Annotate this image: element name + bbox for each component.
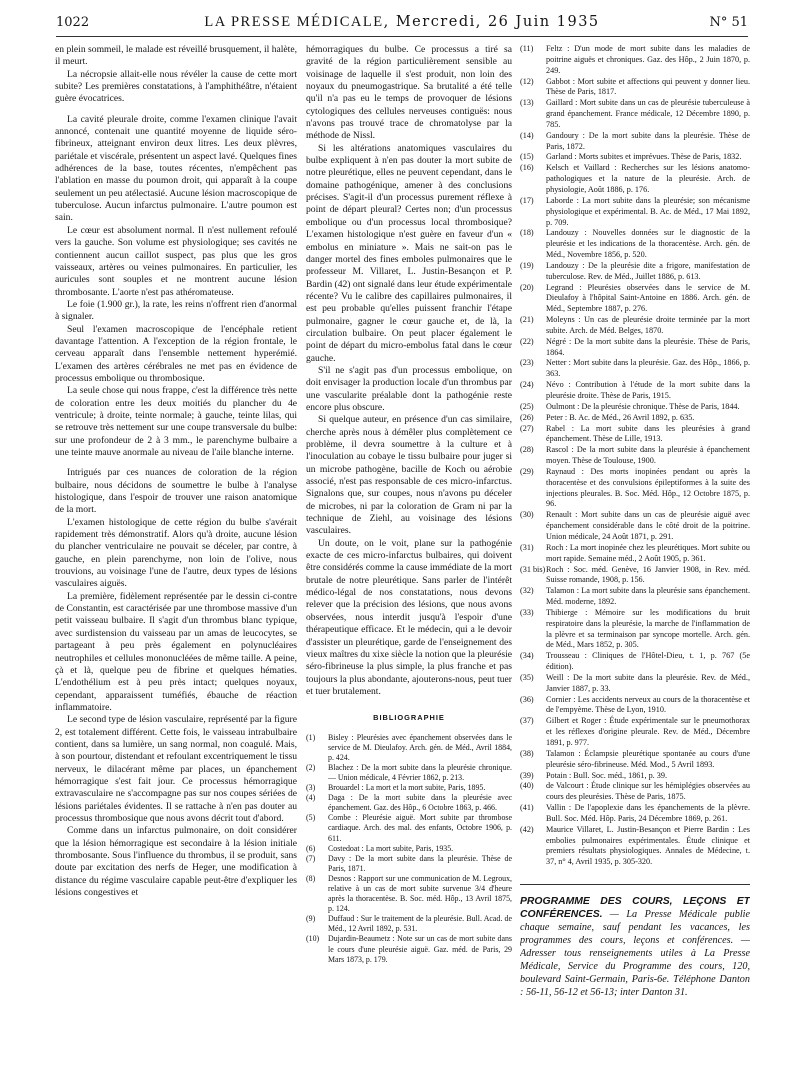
bibliography-list (306, 733, 512, 965)
programme-notice (520, 895, 750, 999)
bibliography-entry (520, 315, 750, 337)
reference-number: (3) (306, 783, 316, 793)
reference-text: Vallin : De l'apoplexie dans les épanchements de la plèvre. Bull. Soc. Méd. Hôp. Paris, 24 Décembre 1869, p. 261. (546, 803, 750, 823)
paragraph: Le foie (1.900 gr.), la rate, les reins n'offrent rien d'anormal à signaler. (55, 298, 297, 323)
bibliography-entry (306, 914, 512, 934)
reference-text: Legrand : Pleurésies observées dans le service de M. Dieulafoy à l'hôpital Saint-Antoine en 1886. Arch. gén. de Méd., Septembre 1887, p. 276. (546, 282, 750, 314)
reference-number: (23) (520, 358, 534, 368)
reference-number: (21) (520, 315, 534, 325)
reference-number: (42) (520, 824, 534, 834)
bibliography-entry (520, 44, 750, 77)
bibliography-heading: BIBLIOGRAPHIE (373, 713, 445, 723)
reference-number: (33) (520, 607, 534, 617)
bibliography-entry (520, 749, 750, 771)
reference-text: Renault : Mort subite dans un cas de pleurésie aiguë avec épanchement considérable dans le côté droit de la poitrine. Union médicale, 24 Août 1871, p. 291. (546, 510, 750, 541)
reference-text: Trousseau : Cliniques de l'Hôtel-Dieu, t. 1, p. 767 (5e édition). (546, 651, 750, 672)
reference-number: (39) (520, 770, 534, 780)
reference-number: (32) (520, 586, 534, 596)
bibliography-entry (520, 358, 750, 380)
paragraph: Le second type de lésion vasculaire, représenté par la figure 2, est totalement différent. Cette fois, le vaisseau intrabulbaire contient, dans sa lumière, un sang normal, non coagulé. Mais, à son pourtour, distendant et refoulant excentriquement le tissu nerveux, le dilacérant même par places, un épanchement hémorragique s'est fait jour. Ce processus hémorragique extravasculaire ne s'accompagne pas sur nos coupes sériées de lésions pariétales évidentes. Il se rattache à n'en pas douter au processus thrombosique que nous avons décrit tout d'abord. (55, 714, 297, 824)
reference-number: (8) (306, 873, 316, 883)
reference-text: Feltz : D'un mode de mort subite dans les maladies de poitrine aiguës et chroniques. Gaz. des Hôp., 2 Juin 1870, p. 249. (546, 44, 750, 75)
paragraph: hémorragiques du bulbe. Ce processus a tiré sa gravité de la région particulièrement sensible au voisinage de laquelle il s'est produit, non loin des noyaux du pneumogastrique. Sa brutalité a été telle qu'il n'a pas eu le temps de provoquer de lésions cytologiques des cellules nerveuses contiguës: nous n'avons pas trouvé trace de chromatolyse par la méthode de Nissl. (306, 44, 512, 142)
reference-number: (17) (520, 195, 534, 205)
paragraph: La nécropsie allait-elle nous révéler la cause de cette mort subite? Les premières constatations, à l'amphithéâtre, n'étaient guère évocatrices. (55, 68, 297, 105)
bibliography-entry (520, 337, 750, 359)
bibliography-entry (520, 283, 750, 316)
reference-text: Combe : Pleurésie aiguë. Mort subite par thrombose cardiaque. Arch. des mal. des enfants, Octobre 1906, p. 611. (328, 813, 512, 843)
reference-text: Oulmont : De la pleurésie chronique. Thèse de Paris, 1844. (546, 401, 740, 411)
bibliography-entry (520, 380, 750, 402)
reference-text: Davy : De la mort subite dans la pleurésie. Thèse de Paris, 1871. (328, 853, 512, 873)
bibliography-entry (306, 783, 512, 793)
reference-number: (38) (520, 748, 534, 758)
bibliography-entry (520, 467, 750, 510)
reference-text: Blachez : De la mort subite dans la pleurésie chronique. — Union médicale, 4 Février 1862, p. 213. (328, 762, 512, 782)
reference-text: Roch : Soc. méd. Genève, 16 Janvier 1908, in Rev. méd. Suisse romande, 1908, p. 156. (546, 564, 750, 585)
reference-text: de Valcourt : Étude clinique sur les hémiplégies observées au cours des pleurésies. Thèse de Paris, 1875. (546, 781, 750, 802)
bibliography-entry (306, 733, 512, 763)
bibliography-entry (520, 586, 750, 608)
reference-number: (13) (520, 98, 534, 108)
programme-text: — La Presse Médicale publie chaque semaine, sauf pendant les vacances, les programmes des cours, leçons et conférences. — Adresser tous renseignements utiles à La Presse Médicale, Service du Programme des cours, 120, boulevard Saint-Germain, Paris-6e. Téléphone Danton : 56-11, 56-12 et 56-13; inter Danton 31. (520, 909, 750, 999)
paragraph: Le cœur est absolument normal. Il n'est nullement refoulé vers la gauche. Son volume est physiologique; ses cavités ne contiennent aucun caillot suspect, pas plus que les gros vaisseaux, artères ou veines pulmonaires. En particulier, les auricules sont souples et ne montrent aucune lésion thrombosante. L'aorte n'est pas athéromateuse. (55, 224, 297, 298)
reference-text: Gandoury : De la mort subite dans la pleurésie. Thèse de Paris, 1872. (546, 130, 750, 151)
article-column-2 (306, 44, 512, 1074)
reference-text: Cornier : Les accidents nerveux au cours de la thoracentèse et de l'empyème. Thèse de Lyon, 1910. (546, 694, 750, 715)
reference-number: (20) (520, 282, 534, 292)
bibliography-entry (520, 413, 750, 424)
reference-number: (10) (306, 934, 320, 944)
reference-text: Netter : Mort subite dans la pleurésie. Gaz. des Hôp., 1866, p. 363. (546, 358, 750, 379)
reference-number: (31) (520, 542, 534, 552)
reference-number: (26) (520, 412, 534, 422)
reference-number: (34) (520, 651, 534, 661)
bibliography-entry (520, 543, 750, 565)
issue-number: N° 51 (709, 15, 748, 30)
reference-number: (22) (520, 336, 534, 346)
reference-text: Garland : Morts subites et imprévues. Thèse de Paris, 1832. (546, 152, 742, 162)
reference-text: Raynaud : Des morts inopinées pendant ou après la thoracentèse et des convulsions épileptiformes à la suite des injections pleurales. B. Soc. Méd. Hôp., 12 Octobre 1875, p. 96. (546, 466, 750, 509)
reference-number: (25) (520, 401, 534, 411)
reference-number: (12) (520, 76, 534, 86)
paragraph: L'examen histologique de cette région du bulbe s'avérait rapidement très démonstratif. Alors qu'à droite, aucune lésion du plancher ventriculaire ne pouvait se déceler, par contre, à gauche, en plein parenchyme, non loin de l'olive, nous trouvions, au voisinage l'une de l'autre, deux types de lésions vasculaires aiguës. (55, 516, 297, 590)
reference-text: Moleyns : Un cas de pleurésie droite terminée par la mort subite. Arch. de Méd. Belges, 1870. (546, 315, 750, 335)
bibliography-entry (520, 152, 750, 163)
reference-text: Maurice Villaret, L. Justin-Besançon et Pierre Bardin : Les embolies pulmonaires expérimentales. Étude clinique et premiers résultats physiologiques. Annales de Médecine, t. 37, n° 4, Avril 1935, p. 305-320. (546, 824, 750, 867)
paragraph: La cavité pleurale droite, comme l'examen clinique l'avait annoncé, contenait une quantité moyenne de liquide séro-fibrineux, atteignant environ deux litres. Les deux plèvres, pariétale et viscérale, présentent un aspect lavé. Quelques fines adhérences de la base, toutes récentes, n'empêchent pas l'ablation en masse du poumon droit, qui apparaît à la coupe seulement un peu atélectasié. Aucune lésion macroscopique de tuberculose. Aucun infarctus pulmonaire. L'autre poumon est sain. (55, 113, 297, 224)
reference-number: (11) (520, 44, 534, 53)
bibliography-list (520, 44, 750, 868)
paragraph: Intrigués par ces nuances de coloration de la région bulbaire, nous décidons de soumettre le bulbe à l'analyse histologique, dans l'espoir de trouver une raison anatomique de la mort. (55, 467, 297, 516)
reference-text: Duffaud : Sur le traitement de la pleurésie. Bull. Acad. de Méd., 12 Avril 1892, p. 531. (328, 914, 512, 934)
reference-text: Négré : De la mort subite dans la pleurésie. Thèse de Paris, 1864. (546, 336, 750, 357)
reference-number: (7) (306, 853, 316, 863)
bibliography-entry (520, 261, 750, 283)
bibliography-entry (306, 763, 512, 783)
paragraph: Un doute, on le voit, plane sur la pathogénie exacte de ces micro-infarctus bulbaires, qui doivent être considérés comme la cause immédiate de la mort brutale de notre pleurétique. Sans parler de l'intérêt médico-légal de nos constatations, nous devons relever que la précision des lésions, que nous avons observées, nous interdit jusqu'à l'espoir d'une thérapeutique efficace. Et le médecin, qui a le devoir d'assister un pleurétique, garde de l'enseignement des vieux maîtres du xixe siècle la notion que la pleurésie séro-fibrineuse la plus simple, la plus franche et pas toujours la plus abondante, ajouterons-nous, peut tuer et tuer brutalement. (306, 537, 512, 697)
bibliography-entry (306, 934, 512, 964)
paragraph: S'il ne s'agit pas d'un processus embolique, on doit envisager la production locale d'un thrombus par une vascularite préalable dont la pathogénie reste encore plus obscure. (306, 364, 512, 413)
page-number: 1022 (56, 15, 90, 30)
reference-text: Kelsch et Vaillard : Recherches sur les lésions anatomo-pathologiques et la nature de la pleurésie. Arch. de physiologie, Août 1886, p. 176. (546, 163, 750, 194)
reference-text: Landouzy : De la pleurésie dite a frigore, manifestation de tuberculose. Rev. de Méd., Juillet 1886, p. 613. (546, 260, 750, 281)
reference-text: Gaillard : Mort subite dans un cas de pleurésie tuberculeuse à grand épanchement. France médicale, 12 Décembre 1890, p. 785. (546, 98, 750, 129)
reference-number: (37) (520, 716, 534, 726)
reference-number: (15) (520, 152, 534, 162)
bibliography-entry (520, 98, 750, 131)
reference-text: Laborde : La mort subite dans la pleurésie; son mécanisme physiologique et expérimental. B. Ac. de Méd., 17 Mai 1892, p. 709. (546, 195, 750, 227)
reference-text: Gilbert et Roger : Étude expérimentale sur le pneumothorax et les réflexes d'origine pleurale. Rev. de Méd., Décembre 1891, p. 977. (546, 716, 750, 747)
bibliography-entry (306, 793, 512, 813)
bibliography-entry (520, 695, 750, 717)
reference-number: (14) (520, 130, 534, 140)
reference-number: (35) (520, 672, 534, 682)
page-header (56, 14, 748, 37)
reference-text: Brouardel : La mort et la mort subite, Paris, 1895. (328, 783, 486, 793)
programme-title: PROGRAMME DES COURS, LEÇONS ET CONFÉRENCES. (520, 896, 750, 921)
reference-text: Thibierge : Mémoire sur les modifications du bruit respiratoire dans la pleurésie, la marche de l'inflammation de la plèvre et sa terminaison par syncope mortelle. Arch. gén. de Méd., Mars 1852, p. 305. (546, 607, 750, 650)
bibliography-entry (520, 228, 750, 261)
publication-name: LA PRESSE MÉDICALE (204, 14, 384, 30)
reference-number: (9) (306, 914, 316, 924)
reference-number: (16) (520, 163, 534, 173)
bibliography-entry (306, 844, 512, 854)
article-column-3 (520, 44, 750, 1074)
bibliography-entry (520, 424, 750, 446)
bibliography-entry (520, 131, 750, 153)
reference-number: (36) (520, 694, 534, 704)
paragraph: La seule chose qui nous frappe, c'est la différence très nette de coloration entre les deux moitiés du plancher du 4e ventricule; à droite, teinte normale; à gauche, teinte lilas, qui se retrouve très nettement sur une coupe transversale du bulbe: sur une profondeur de 2 à 3 mm., le parenchyme bulbaire a une teinte mauve anormale au niveau de l'aile blanche interne. (55, 385, 297, 458)
bibliography-entry (520, 510, 750, 543)
reference-text: Bisley : Pleurésies avec épanchement observées dans le service de M. Dieulafoy. Arch. gén. de Méd., Avril 1884, p. 424. (328, 732, 512, 762)
reference-text: Daga : De la mort subite dans la pleurésie avec épanchement. Gaz. des Hôp., 6 Octobre 1863, p. 466. (328, 793, 512, 813)
reference-number: (5) (306, 813, 316, 823)
reference-number: (24) (520, 380, 534, 390)
paragraph: Comme dans un infarctus pulmonaire, on doit considérer que la lésion hémorragique est secondaire à la lésion initiale thrombosante. Sous l'influence du thrombus, il se produit, sans doute par excitation des nerfs de Heger, une modification à distance du régime vasculaire capable peut-être d'expliquer les lésions congestives et (55, 825, 297, 899)
bibliography-entry (520, 673, 750, 695)
bibliography-entry (306, 813, 512, 843)
reference-text: Roch : La mort inopinée chez les pleurétiques. Mort subite ou mort rapide. Semaine méd., 2 Août 1905, p. 361. (546, 542, 750, 563)
bibliography-entry (306, 874, 512, 914)
bibliography-entry (520, 803, 750, 825)
bibliography-entry (520, 565, 750, 587)
reference-text: Talamon : La mort subite dans la pleurésie sans épanchement. Méd. moderne, 1892. (546, 586, 750, 607)
bibliography-entry (520, 402, 750, 413)
reference-number: (41) (520, 803, 534, 813)
reference-number: (31 bis) (520, 564, 546, 574)
paragraph: Si les altérations anatomiques vasculaires du bulbe expliquent à n'en pas douter la mort subite de notre pleurétique, elles ne peuvent cependant, dans le domaine pathogénique, amener à des conclusions précises. S'agit-il d'un processus purement réflexe à point de départ pleural? Certes non; d'un processus embolique ou d'un processus local thrombosique? L'examen histologique n'est guère en faveur d'un « embolus en miniature ». Mais ne sait-on pas le danger mortel des fines emboles pulmonaires que le professeur M. Villaret, L. Justin-Besançon et P. Bardin (42) ont signalé dans leur étude expérimentale récente? Vu le calibre des capillaires pulmonaires, il est peu probable qu'elles puissent franchir l'étape pulmonaire, gagner le cœur gauche et, de là, la circulation bulbaire. On peut placer également le point de départ du micro-embolus fatal dans le cœur gauche. (306, 142, 512, 364)
reference-number: (6) (306, 843, 316, 853)
reference-number: (2) (306, 762, 316, 772)
paragraph: en plein sommeil, le malade est réveillé brusquement, il halète, il meurt. (55, 44, 297, 68)
reference-number: (19) (520, 260, 534, 270)
reference-number: (30) (520, 510, 534, 520)
bibliography-entry (520, 651, 750, 673)
reference-number: (1) (306, 732, 316, 742)
paragraph: Seul l'examen macroscopique de l'encéphale retient davantage l'attention. A l'exception de la région frontale, le cerveau apparaît dans l'ensemble nettement hyperémié. L'examen des artères cérébrales ne met pas en évidence de processus embolique ou thrombosique. (55, 323, 297, 384)
reference-text: Weill : De la mort subite dans la pleurésie. Rev. de Méd., Janvier 1887, p. 33. (546, 672, 750, 693)
reference-text: Landouzy : Nouvelles données sur le diagnostic de la pleurésie et les indications de la thoracentèse. Arch. gén. de Méd., Novembre 1856, p. 520. (546, 228, 750, 260)
journal-title: LA PRESSE MÉDICALE, Mercredi, 26 Juin 1935 (204, 14, 600, 30)
reference-number: (18) (520, 228, 534, 238)
reference-number: (40) (520, 781, 534, 791)
section-divider (520, 884, 750, 885)
bibliography-entry (520, 163, 750, 196)
bibliography-entry (520, 825, 750, 868)
paragraph: Si quelque auteur, en présence d'un cas similaire, cherche après nous à démêler plus complètement ce problème, il devra soumettre à la culture et à l'inoculation au cobaye le tissu bulbaire pour juger si un microbe pathogène, bacille de Koch ou aérobie associé, n'est pas responsable de ces micro-infarctus. Signalons que, sur coupes, nous n'avons pu déceler de microbes, ni par la coloration de Gram ni par la technique de Ziehl, au voisinage des lésions vasculaires. (306, 414, 512, 537)
reference-text: Rabel : La mort subite dans les pleurésies à grand épanchement. Thèse de Lille, 1913. (546, 423, 750, 444)
bibliography-entry (520, 196, 750, 229)
bibliography-entry (306, 854, 512, 874)
reference-text: Dujardin-Beaumetz : Note sur un cas de mort subite dans le cours d'une pleurésie aiguë. Gaz. méd. de Paris, 29 Mars 1873, p. 179. (328, 934, 512, 964)
publication-date: Mercredi, 26 Juin 1935 (395, 14, 600, 30)
reference-number: (4) (306, 793, 316, 803)
reference-text: Gabbot : Mort subite et affections qui peuvent y donner lieu. Thèse de Paris, 1817. (546, 76, 750, 97)
reference-number: (29) (520, 466, 534, 476)
paragraph: La première, fidèlement représentée par le dessin ci-contre de Constantin, est caractérisée par une thrombose massive d'un petit vaisseau bulbaire. Il s'agit d'un thrombus blanc typique, avec surdistension du vaisseau par un amas de leucocytes, se partageant à peu près également en polynucléaires neutrophiles et cellules mononucléées de même taille. A peine, çà et là, quelque peu de fibrine et quelques hématies. L'endothélium est à peu près intact; quelques noyaux, cependant, apparaissent tuméfiés, ébauche de réaction inflammatoire. (55, 590, 297, 713)
bibliography-entry (520, 445, 750, 467)
reference-number: (28) (520, 445, 534, 455)
reference-text: Névo : Contribution à l'étude de la mort subite dans la pleurésie droite. Thèse de Paris, 1915. (546, 380, 750, 400)
bibliography-entry (520, 77, 750, 99)
reference-text: Costedoat : La mort subite, Paris, 1935. (328, 843, 454, 853)
reference-text: Peter : B. Ac. de Méd., 26 Avril 1892, p. 635. (546, 412, 695, 422)
reference-text: Talamon : Éclampsie pleurétique spontanée au cours d'une pleurésie séro-fibrineuse. Méd. Mod., 5 Avril 1893. (546, 748, 750, 769)
bibliography-entry (520, 608, 750, 651)
bibliography-entry (520, 716, 750, 749)
bibliography-entry (520, 781, 750, 803)
reference-text: Potain : Bull. Soc. méd., 1861, p. 39. (546, 770, 667, 780)
reference-text: Desnos : Rapport sur une communication de M. Legroux, relative à un cas de mort subite survenue 3/4 d'heure après la thoracentèse. B. Soc. méd. Hôp., 13 Avril 1875, p. 124. (328, 873, 512, 914)
reference-text: Rascol : De la mort subite dans la pleurésie à épanchement moyen. Thèse de Toulouse, 1900. (546, 445, 750, 466)
reference-number: (27) (520, 423, 534, 433)
bibliography-entry (520, 771, 750, 782)
article-column-1 (55, 44, 297, 1074)
